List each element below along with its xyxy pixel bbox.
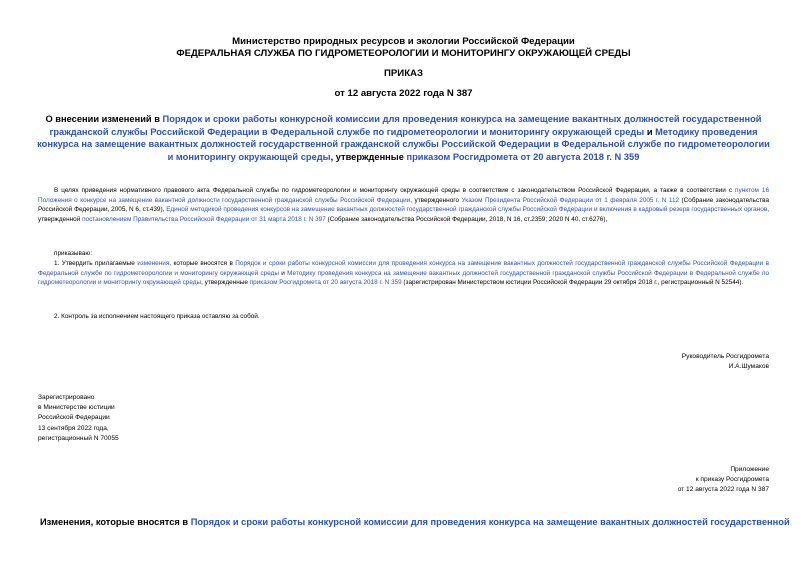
preamble-link-decree[interactable]: Указом Президента Российской Федерации от 1 февраля 2005 г. N 112 — [461, 196, 680, 204]
preamble-text: В целях приведения нормативного правового акта Федеральной службы по гидрометеорологии и мониторингу окружающей среды в соответствие с законодательством Российской Федерации, а также в соответствии с — [54, 187, 736, 194]
title-mid: и — [644, 126, 656, 137]
ministry-name: Министерство природных ресурсов и экологии Российской Федерации — [232, 36, 575, 47]
appendix-line: Приложение — [730, 466, 769, 473]
appendix-block — [678, 465, 769, 495]
signature-block — [682, 352, 769, 372]
title-prefix: О внесении изменений в — [45, 114, 163, 124]
document-title — [36, 113, 771, 163]
item1-link-order[interactable]: приказом Росгидромета от 20 августа 2018 г. N 359 — [249, 279, 402, 286]
preamble-link-methodology[interactable]: Единой методикой проведения конкурсов на замещение вакантных должностей государственной гражданской службы Российской Федерации и включения в кадровый резерв государственных органов — [166, 206, 768, 213]
registration-line: Российской Федерации — [38, 414, 110, 422]
service-name: ФЕДЕРАЛЬНАЯ СЛУЖБА ПО ГИДРОМЕТЕОРОЛОГИИ И МОНИТОРИНГУ ОКРУЖАЮЩЕЙ СРЕДЫ — [176, 48, 631, 59]
signature-position: Руководитель Росгидромета — [681, 353, 769, 360]
title-mid2: , утвержденные — [330, 151, 407, 162]
preamble-paragraph — [38, 186, 769, 224]
doc-date-number: от 12 августа 2022 года N 387 — [334, 88, 473, 99]
item1-text: , утвержденные — [201, 279, 250, 286]
registration-line: регистрационный N 70055 — [38, 434, 119, 442]
changes-heading — [40, 516, 790, 528]
item1-text: , которые вносятся в — [169, 260, 236, 267]
item-2-paragraph: 2. Контроль за исполнением настоящего приказа оставляю за собой. — [54, 313, 260, 320]
preamble-link-resolution[interactable]: постановлением Правительства Российской Федерации от 31 марта 2018 г. N 397 — [82, 215, 326, 223]
registration-line: в Министерстве юстиции — [38, 404, 115, 412]
order-word: приказываю: — [54, 250, 92, 257]
item1-text: 1. Утвердить прилагаемые — [54, 260, 138, 267]
title-link-procedure[interactable]: Порядок и сроки работы конкурсной комиссии для проведения конкурса на замещение вакантных должностей государственной гражданской службы Российской Федерации в Федеральной службе по гидрометеорологии и мониторингу окружающей среды — [49, 114, 762, 137]
registration-line: Зарегистрировано — [38, 394, 95, 401]
registration-block — [38, 393, 119, 444]
appendix-line: к приказу Росгидромета — [695, 476, 769, 483]
preamble-text: (Собрание законодательства Российской Федерации, 2018, N 16, ст.2359; 2020 N 40, ст.6276), — [325, 215, 608, 223]
appendix-line: от 12 августа 2022 года N 387 — [677, 486, 769, 493]
item1-text: (зарегистрирован Министерством юстиции Российской Федерации 29 октября 2018 г., регистрационный N 52544). — [401, 279, 744, 286]
preamble-text: , утвержденного — [410, 196, 462, 204]
changes-heading-link[interactable]: Порядок и сроки работы конкурсной комиссии для проведения конкурса на замещение вакантных должностей государственной — [190, 517, 790, 527]
preamble-text: (Собрание законодательства Российской Федерации, 2005, N 6, ст.439), — [38, 196, 769, 213]
title-link-methodology[interactable]: Методику проведения конкурса на замещение вакантных должностей государственной гражданской службы Российской Федерации в Федеральной службе по гидрометеорологии и мониторингу окружающей среды — [37, 126, 770, 162]
item1-link-procedure[interactable]: Порядок и сроки работы конкурсной комиссии для проведения конкурса на замещение вакантных должностей государственной гражданской службы Российской Федерации в Федеральной службе по гидрометеорологии и мониторингу окружающей среды — [38, 260, 770, 277]
item-1-paragraph — [38, 259, 769, 288]
changes-heading-prefix: Изменения, которые вносятся в — [40, 517, 191, 527]
title-link-order[interactable]: приказом Росгидромета от 20 августа 2018 г. N 359 — [406, 151, 640, 162]
registration-line: 13 сентября 2022 года, — [38, 424, 109, 432]
item1-link-changes[interactable]: изменения — [137, 260, 170, 267]
preamble-link-point16[interactable]: пунктом 16 Положения о конкурсе на замещение вакантной должности государственной гражданской службы Российской Федерации — [38, 187, 769, 204]
preamble-text: , утвержденной — [38, 206, 769, 223]
item1-text: и — [278, 269, 288, 277]
item1-link-methodology[interactable]: Методику проведения конкурса на замещение вакантных должностей государственной гражданской службы Российской Федерации в Федеральной службе по гидрометеорологии и мониторингу окружающей среды — [38, 269, 770, 286]
doc-type: ПРИКАЗ — [384, 68, 423, 79]
signature-name: И.А.Шумаков — [728, 363, 769, 370]
